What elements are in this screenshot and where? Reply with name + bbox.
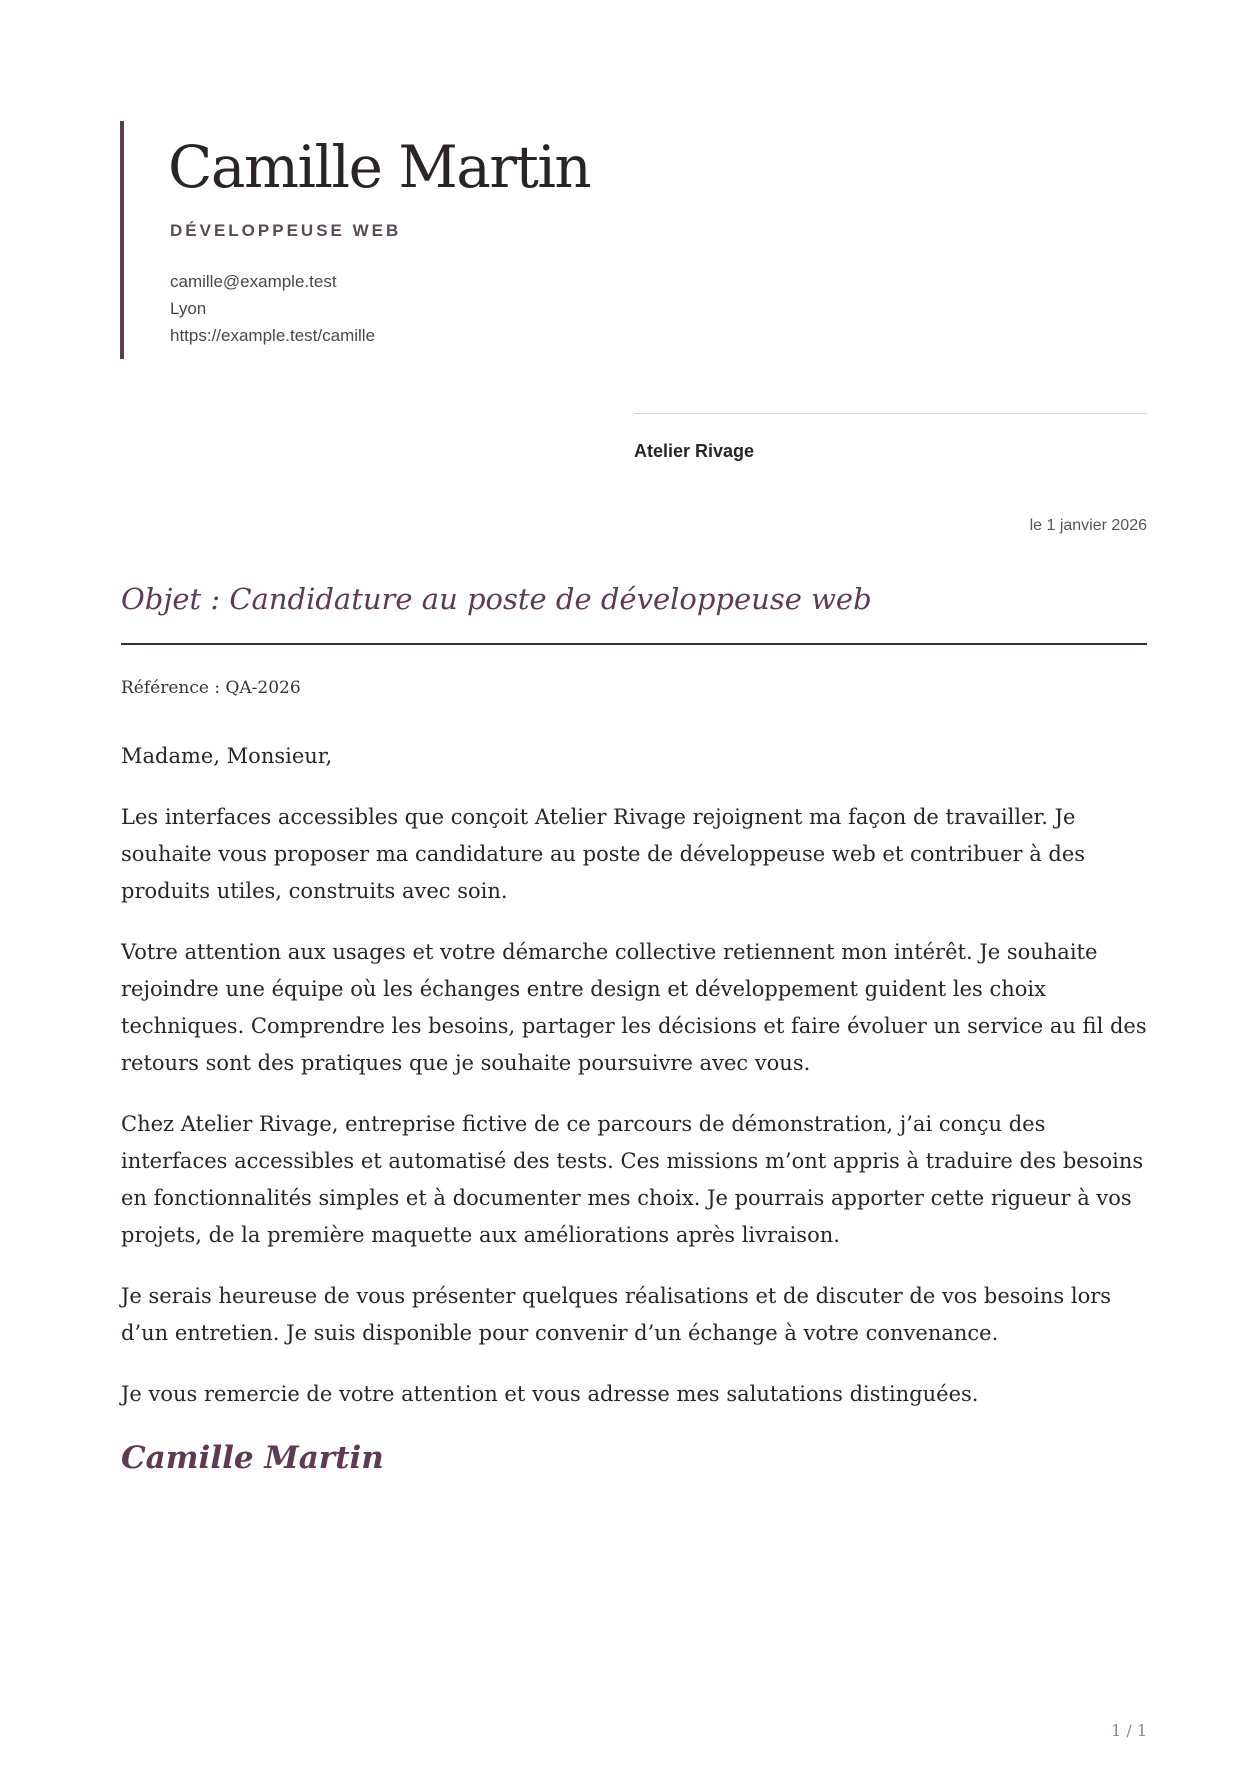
sender-header bbox=[120, 121, 720, 359]
page-number: 1 / 1 bbox=[1111, 1721, 1147, 1740]
letter-subject: Objet : Candidature au poste de développeuse web bbox=[121, 582, 872, 616]
signature: Camille Martin bbox=[121, 1440, 384, 1476]
letter-body bbox=[121, 738, 1147, 1437]
body-paragraph: Les interfaces accessibles que conçoit Atelier Rivage rejoignent ma façon de travailler. Je souhaite vous proposer ma candidature au poste de développeuse web et contribuer à des produits utiles, construits avec soin. bbox=[121, 805, 1086, 903]
sender-city: Lyon bbox=[170, 299, 207, 318]
closing-paragraph: Je vous remercie de votre attention et vous adresse mes salutations distinguées. bbox=[121, 1382, 979, 1406]
sender-email: camille@example.test bbox=[170, 272, 337, 291]
body-paragraph: Votre attention aux usages et votre démarche collective retiennent mon intérêt. Je souhaite rejoindre une équipe où les échanges entre design et développement guident les choix techniques. Comprendre les besoins, partager les décisions et faire évoluer un service au fil des retours sont des pratiques que je souhaite poursuivre avec vous. bbox=[121, 940, 1147, 1075]
subject-divider bbox=[121, 643, 1147, 645]
letter-date: le 1 janvier 2026 bbox=[1029, 517, 1147, 534]
sender-job-title: DÉVELOPPEUSE WEB bbox=[170, 221, 402, 240]
sender-contact bbox=[170, 268, 375, 349]
sender-website: https://example.test/camille bbox=[170, 326, 376, 345]
body-paragraph: Je serais heureuse de vous présenter quelques réalisations et de discuter de vos besoins lors d’un entretien. Je suis disponible pour convenir d’un échange à votre convenance. bbox=[121, 1284, 1112, 1345]
salutation: Madame, Monsieur, bbox=[121, 744, 333, 768]
recipient-divider bbox=[634, 413, 1147, 414]
sender-name: Camille Martin bbox=[168, 133, 591, 201]
letter-reference: Référence : QA-2026 bbox=[121, 678, 301, 698]
body-paragraph: Chez Atelier Rivage, entreprise fictive de ce parcours de démonstration, j’ai conçu des interfaces accessibles et automatisé des tests. Ces missions m’ont appris à traduire des besoins en fonctionnalités simples et à documenter mes choix. Je pourrais apporter cette rigueur à vos projets, de la première maquette aux améliorations après livraison. bbox=[121, 1112, 1144, 1247]
recipient-company: Atelier Rivage bbox=[634, 441, 755, 461]
